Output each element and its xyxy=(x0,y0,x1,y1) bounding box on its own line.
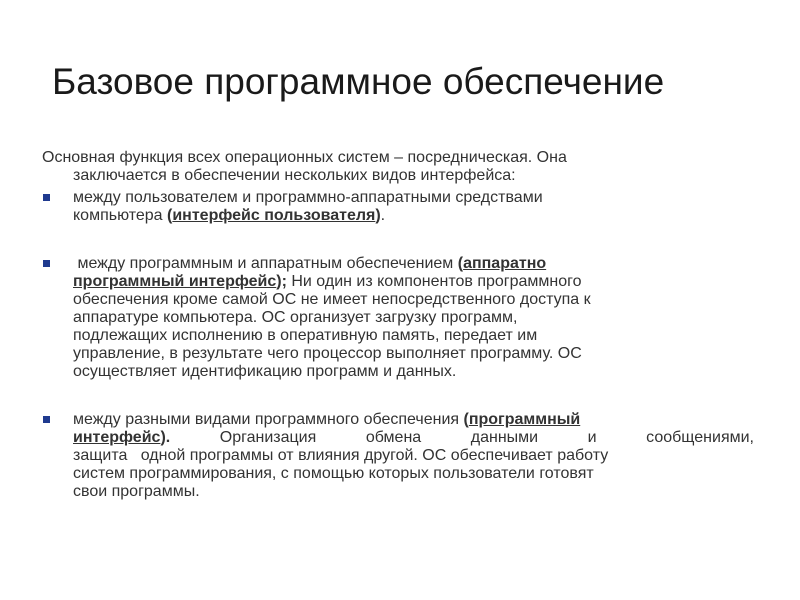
bullet-3-term-text-2: интерфейс xyxy=(73,429,161,446)
bullet-2-line-5: подлежащих исполнению в оперативную память, передает им xyxy=(73,327,538,344)
bullet-2-paren-close: ); xyxy=(276,273,287,290)
bullet-1-line-2 xyxy=(73,207,754,225)
bullet-1-paren-close: ) xyxy=(375,207,381,224)
bullet-1-paren-open: ( xyxy=(167,207,173,224)
bullet-2-line-4: аппаратуре компьютера. ОС организует загрузку программ, xyxy=(73,309,518,326)
bullet-1-line-1: между пользователем и программно-аппаратными средствами xyxy=(73,189,543,206)
square-bullet-icon xyxy=(43,194,50,201)
bullet-3-term-text-1: программный xyxy=(468,411,581,428)
bullet-2-term-end xyxy=(73,273,287,290)
bullet-2-line-2 xyxy=(73,273,754,291)
bullet-3-line-3: защита одной программы от влияния другой. ОС обеспечивает работу xyxy=(73,447,609,464)
bullet-3-line-1 xyxy=(73,411,754,429)
slide-body xyxy=(42,149,754,501)
bullet-3-line-2 xyxy=(73,429,754,447)
bullet-3-term-start xyxy=(464,411,581,428)
bullet-item-hardware-interface xyxy=(42,255,754,381)
bullet-2-line-6: управление, в результате чего процессор выполняет программу. ОС xyxy=(73,345,582,362)
bullet-1-term-text: интерфейс пользователя xyxy=(172,207,376,224)
intro-line-2: заключается в обеспечении нескольких видов интерфейса: xyxy=(73,167,516,184)
bullet-1-text: компьютера xyxy=(73,207,168,224)
bullet-3-paren-open: ( xyxy=(463,411,469,428)
square-bullet-icon xyxy=(43,260,50,267)
bullet-item-user-interface xyxy=(42,189,754,225)
bullet-1-period: . xyxy=(380,207,386,224)
bullet-2-line-7: осуществляет идентификацию программ и данных. xyxy=(73,363,457,380)
bullet-3-text-cont: Организация обмена данными и сообщениями, xyxy=(170,429,754,446)
bullet-item-software-interface xyxy=(42,411,754,501)
bullet-2-term-start xyxy=(458,255,546,272)
bullet-3-line-5: свои программы. xyxy=(73,483,200,500)
bullet-2-line-1 xyxy=(73,255,754,273)
bullet-2-line-3: обеспечения кроме самой ОС не имеет непосредственного доступа к xyxy=(73,291,591,308)
square-bullet-icon xyxy=(43,416,50,423)
slide-title: Базовое программное обеспечение xyxy=(52,61,665,102)
bullet-3-paren-close: ). xyxy=(160,429,171,446)
bullet-2-text-cont: Ни один из компонентов программного xyxy=(286,273,582,290)
bullet-3-line-4: систем программирования, с помощью которых пользователи готовят xyxy=(73,465,594,482)
intro-paragraph xyxy=(42,149,754,185)
bullet-2-term-text-1: аппаратно xyxy=(463,255,547,272)
bullet-2-term-text-2: программный интерфейс xyxy=(73,273,277,290)
bullet-1-term xyxy=(167,207,381,224)
bullet-2-paren-open: ( xyxy=(457,255,464,272)
bullet-2-text: между программным и аппаратным обеспечением xyxy=(73,255,458,272)
bullet-3-text: между разными видами программного обеспечения xyxy=(73,411,464,428)
bullet-3-term-end xyxy=(73,429,170,446)
intro-line-1: Основная функция всех операционных систем – посредническая. Она xyxy=(42,149,567,166)
